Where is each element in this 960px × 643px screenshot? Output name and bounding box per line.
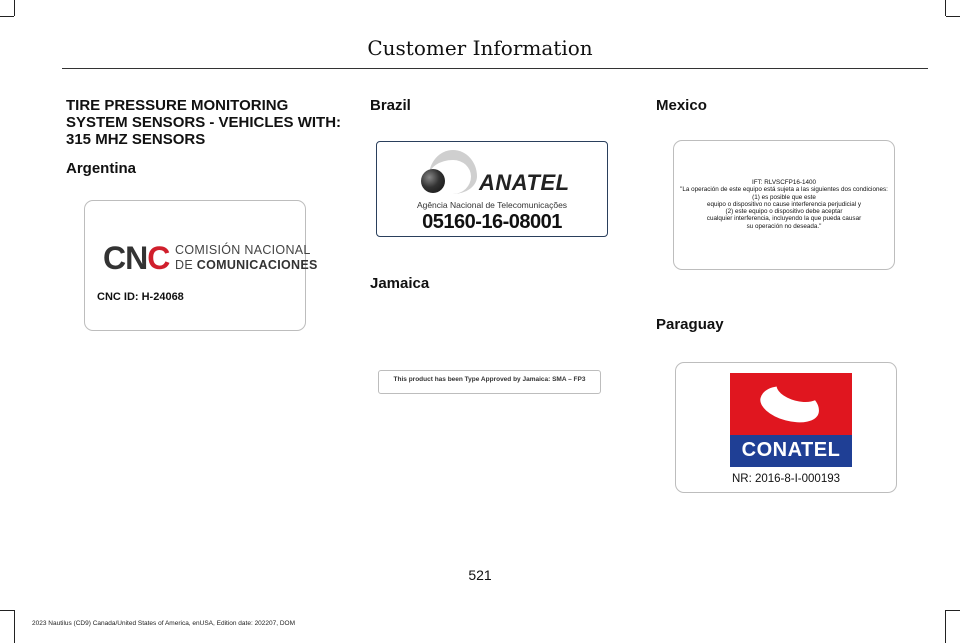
crop-mark <box>945 610 946 643</box>
jamaica-approval-text: This product has been Type Approved by Jamaica: SMA – FP3 <box>393 376 586 383</box>
cnc-org-line1: COMISIÓN NACIONAL <box>175 243 311 257</box>
cnc-logo: CNC <box>103 240 170 276</box>
page-title: Customer Information <box>367 36 593 60</box>
mexico-text-line: (2) este equipo o dispositivo debe aceptar <box>725 208 843 216</box>
jamaica-approval-label <box>378 370 601 394</box>
conatel-registration-number: NR: 2016-8-I-000193 <box>731 473 841 485</box>
section-heading-line: TIRE PRESSURE MONITORING <box>66 97 289 114</box>
brazil-approval-label <box>376 141 608 237</box>
mexico-approval-text <box>674 179 894 230</box>
argentina-approval-label <box>84 200 318 331</box>
paraguay-approval-label <box>675 362 897 493</box>
crop-mark <box>946 16 960 17</box>
cnc-org-line2: DE COMUNICACIONES <box>175 258 318 272</box>
cnc-id: CNC ID: H-24068 <box>97 291 184 303</box>
title-divider <box>62 68 928 69</box>
country-heading-argentina: Argentina <box>66 160 137 177</box>
conatel-logo-icon <box>730 373 852 435</box>
country-heading-jamaica: Jamaica <box>370 275 430 292</box>
mexico-text-line: "La operación de este equipo está sujeta a las siguientes dos condiciones: <box>680 186 888 194</box>
page-number: 521 <box>468 567 492 583</box>
anatel-certificate-number: 05160-16-08001 <box>422 211 562 233</box>
mexico-text-line: su operación no deseada." <box>746 222 822 230</box>
mexico-text-line: IFT: RLVSCFP16-1400 <box>752 179 816 186</box>
crop-mark <box>14 0 15 16</box>
section-heading <box>66 97 346 148</box>
cnc-logo-group <box>103 240 318 276</box>
crop-mark <box>14 610 15 643</box>
edition-footer: 2023 Nautilus (CD9) Canada/United States of America, enUSA, Edition date: 202207, DOM <box>32 620 296 627</box>
crop-mark <box>945 0 946 16</box>
country-heading-brazil: Brazil <box>370 97 411 114</box>
mexico-text-line: cualquier interferencia, incluyendo la que pueda causar <box>706 215 862 223</box>
mexico-text-line: (1) es posible que este <box>752 193 816 201</box>
country-heading-paraguay: Paraguay <box>656 316 724 333</box>
anatel-brand: ANATEL <box>479 170 570 195</box>
conatel-brand: CONATEL <box>741 439 841 461</box>
mexico-approval-label <box>673 140 895 270</box>
mexico-text-line: equipo o dispositivo no cause interferencia perjudicial y <box>706 200 861 208</box>
anatel-agency-name: Agência Nacional de Telecomunicações <box>416 200 568 210</box>
crop-mark <box>946 610 960 611</box>
crop-mark <box>0 16 14 17</box>
section-heading-line: 315 MHZ SENSORS <box>66 131 206 148</box>
country-heading-mexico: Mexico <box>656 97 707 114</box>
crop-mark <box>0 610 14 611</box>
section-heading-line: SYSTEM SENSORS - VEHICLES WITH: <box>66 114 342 131</box>
anatel-globe-icon <box>421 169 445 193</box>
